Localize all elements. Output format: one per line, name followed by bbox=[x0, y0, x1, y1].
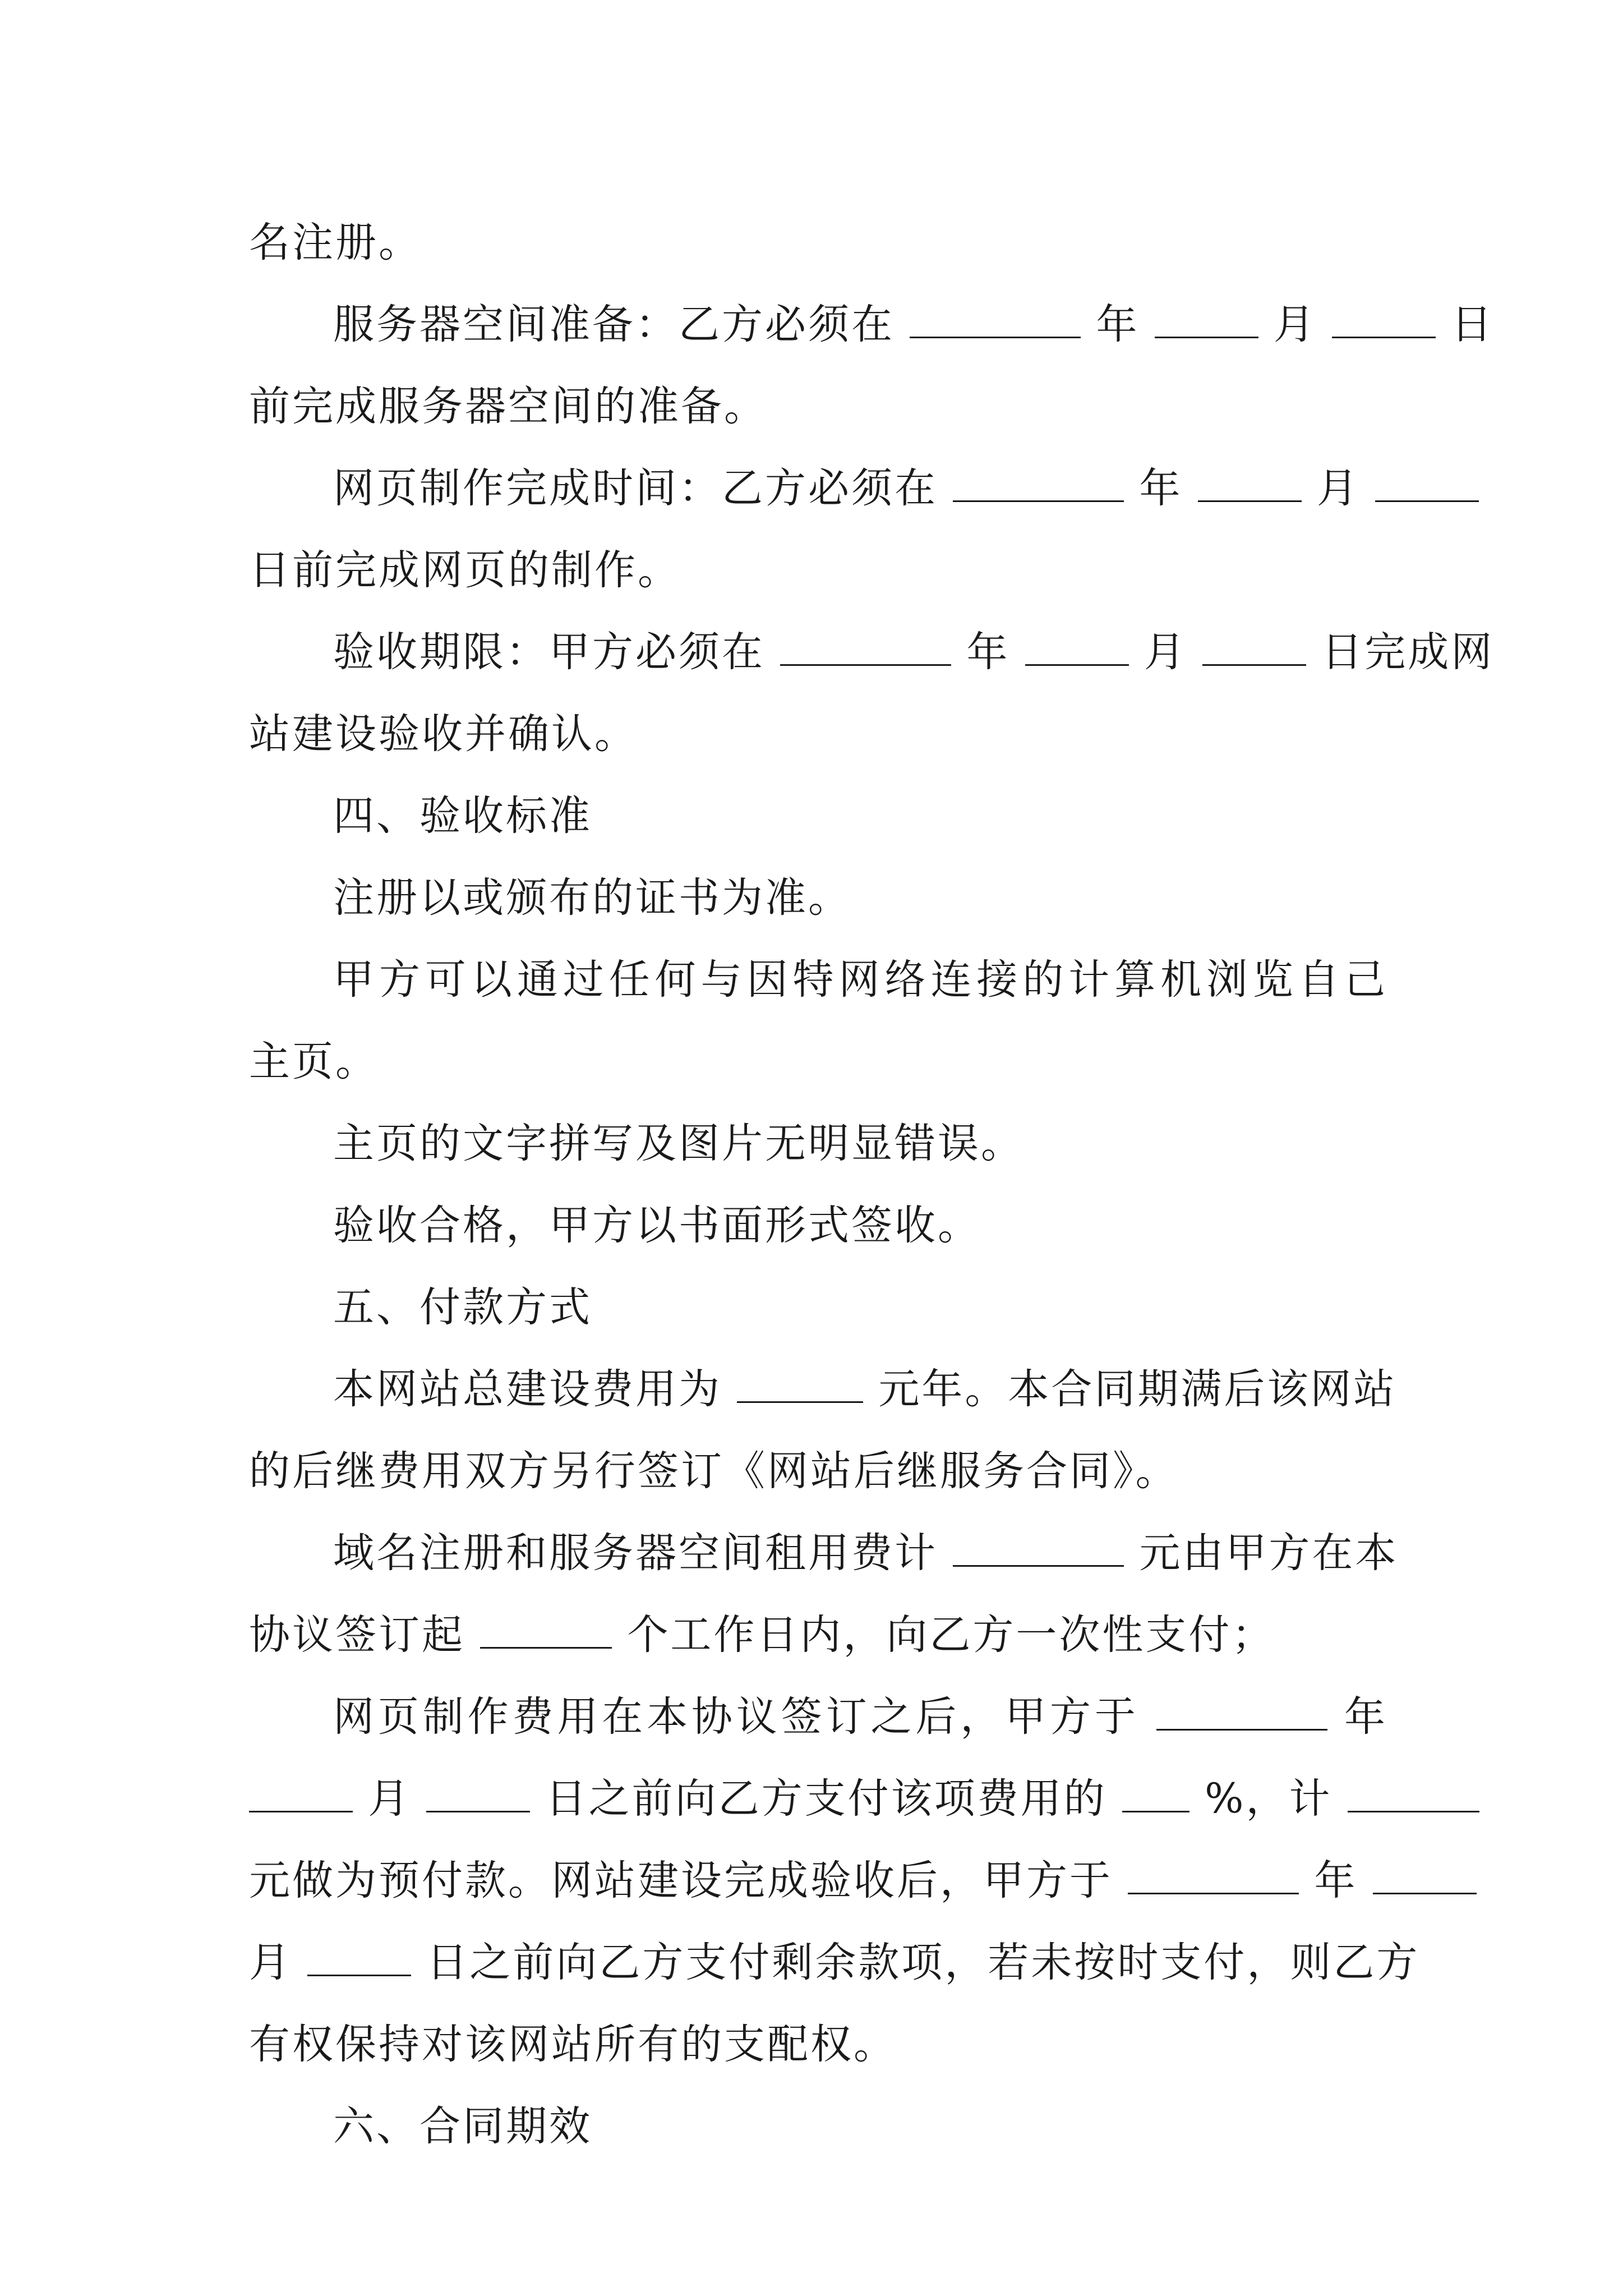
server-space-deadline-line bbox=[249, 284, 1495, 366]
month-blank bbox=[1373, 1855, 1477, 1894]
month-blank bbox=[249, 1773, 353, 1812]
text-run: 域名注册和服务器空间租用费计 bbox=[333, 1529, 938, 1577]
webpage-deadline-line bbox=[249, 448, 1387, 530]
text-run: 月 bbox=[368, 1775, 412, 1823]
percent-blank bbox=[1122, 1773, 1189, 1812]
paragraph-line bbox=[249, 1021, 1387, 1103]
text-run: 协议签订起 bbox=[249, 1611, 465, 1659]
section-heading bbox=[249, 2086, 1387, 2168]
year-blank bbox=[910, 299, 1081, 338]
final-payment-line bbox=[249, 1922, 1420, 2004]
paragraph-line bbox=[249, 1594, 1387, 1676]
text-run: 甲方可以通过任何与因特网络连接的计算机浏览自己 bbox=[333, 956, 1387, 1004]
amount-blank bbox=[953, 1527, 1124, 1567]
text-run: 名注册。 bbox=[249, 219, 422, 266]
heading-text: 六、合同期效 bbox=[333, 2102, 592, 2150]
text-run: 月 bbox=[1273, 301, 1317, 348]
paragraph-line bbox=[249, 202, 1387, 284]
text-run: 日 bbox=[1451, 301, 1495, 348]
paragraph-line bbox=[249, 2004, 1387, 2086]
text-run: 主页。 bbox=[249, 1038, 379, 1085]
heading-text: 四、验收标准 bbox=[333, 792, 592, 840]
text-run: 年 bbox=[1344, 1693, 1387, 1741]
amount-blank bbox=[1348, 1773, 1479, 1812]
day-blank bbox=[1375, 463, 1479, 502]
text-run: 服务器空间准备：乙方必须在 bbox=[333, 301, 895, 348]
text-run: 年 bbox=[966, 628, 1010, 676]
days-blank bbox=[480, 1609, 612, 1649]
text-run: 有权保持对该网站所有的支配权。 bbox=[249, 2021, 897, 2068]
year-blank bbox=[1156, 1691, 1327, 1731]
text-run: 的后继费用双方另行签订《网站后继服务合同》。 bbox=[249, 1447, 1179, 1495]
text-run: 月 bbox=[1144, 628, 1187, 676]
domain-fee-line bbox=[249, 1512, 1399, 1594]
month-blank bbox=[1198, 463, 1302, 502]
text-run: 站建设验收并确认。 bbox=[249, 710, 638, 758]
text-run: 年 bbox=[1314, 1857, 1358, 1904]
prepayment-line bbox=[249, 1840, 1387, 1922]
amount-blank bbox=[737, 1364, 863, 1403]
text-run: 个工作日内，向乙方一次性支付； bbox=[627, 1611, 1275, 1659]
text-run: 网页制作完成时间：乙方必须在 bbox=[333, 464, 938, 512]
text-run: %，计 bbox=[1205, 1775, 1332, 1823]
text-run: 元做为预付款。网站建设完成验收后，甲方于 bbox=[249, 1857, 1113, 1904]
text-run: 注册以或颁布的证书为准。 bbox=[333, 874, 851, 922]
section-heading bbox=[249, 775, 1387, 857]
year-blank bbox=[1128, 1855, 1299, 1894]
paragraph-line bbox=[249, 1430, 1387, 1512]
day-blank bbox=[307, 1937, 411, 1976]
day-blank bbox=[1332, 299, 1436, 338]
text-run: 本网站总建设费用为 bbox=[333, 1365, 722, 1413]
total-fee-line bbox=[249, 1349, 1397, 1430]
paragraph-line bbox=[249, 1185, 1387, 1267]
paragraph-line bbox=[249, 1103, 1387, 1185]
text-run: 日完成网 bbox=[1321, 628, 1495, 676]
month-blank bbox=[1155, 299, 1258, 338]
paragraph-line bbox=[249, 693, 1387, 775]
text-run: 日之前向乙方支付该项费用的 bbox=[545, 1775, 1107, 1823]
text-run: 元年。本合同期满后该网站 bbox=[878, 1365, 1397, 1413]
text-run: 元由甲方在本 bbox=[1139, 1529, 1399, 1577]
text-run: 日前完成网页的制作。 bbox=[249, 546, 681, 594]
section-heading bbox=[249, 1267, 1387, 1349]
year-blank bbox=[780, 627, 951, 666]
acceptance-deadline-line bbox=[249, 611, 1495, 693]
day-blank bbox=[426, 1773, 530, 1812]
text-run: 月 bbox=[249, 1939, 292, 1986]
text-run: 月 bbox=[1316, 464, 1360, 512]
text-run: 网页制作费用在本协议签订之后，甲方于 bbox=[333, 1693, 1140, 1741]
paragraph-line bbox=[249, 939, 1387, 1021]
text-run: 前完成服务器空间的准备。 bbox=[249, 383, 767, 430]
heading-text: 五、付款方式 bbox=[333, 1283, 592, 1331]
prepayment-line bbox=[249, 1758, 1387, 1840]
paragraph-line bbox=[249, 530, 1387, 611]
text-run: 年 bbox=[1096, 301, 1140, 348]
paragraph-line bbox=[249, 366, 1387, 448]
document-page bbox=[249, 202, 1495, 2168]
text-run: 年 bbox=[1139, 464, 1183, 512]
text-run: 验收合格，甲方以书面形式签收。 bbox=[333, 1202, 981, 1249]
text-run: 主页的文字拼写及图片无明显错误。 bbox=[333, 1120, 1024, 1167]
webpage-fee-line bbox=[249, 1676, 1387, 1758]
text-run: 日之前向乙方支付剩余款项，若未按时支付，则乙方 bbox=[426, 1939, 1420, 1986]
paragraph-line bbox=[249, 857, 1387, 939]
text-run: 验收期限：甲方必须在 bbox=[333, 628, 765, 676]
month-blank bbox=[1025, 627, 1129, 666]
day-blank bbox=[1202, 627, 1306, 666]
year-blank bbox=[953, 463, 1124, 502]
